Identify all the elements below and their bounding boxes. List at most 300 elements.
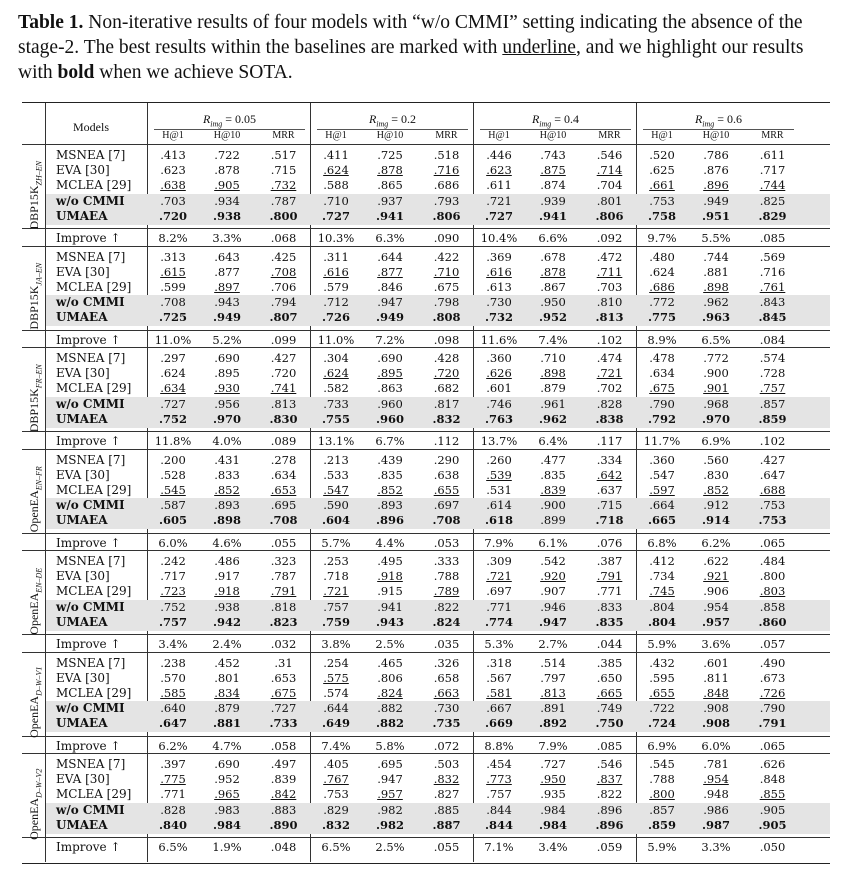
- table-cell: .637: [596, 482, 623, 497]
- table-cell: .715: [596, 498, 623, 513]
- table-cell: .857: [649, 802, 675, 817]
- table-cell: .744: [703, 249, 729, 264]
- dataset-label-main: OpenEA: [27, 592, 41, 635]
- model-name: UMAEA: [56, 614, 108, 629]
- table-cell: .943: [214, 295, 240, 310]
- table-cell: .614: [486, 498, 512, 513]
- table-cell: .690: [214, 757, 240, 771]
- table-cell: .546: [596, 757, 623, 771]
- table-cell: .890: [269, 817, 298, 832]
- table-cell: .503: [433, 757, 460, 771]
- table-cell: .947: [538, 614, 567, 629]
- table-cell: .590: [323, 498, 349, 513]
- ratio-subscript: img: [702, 119, 715, 129]
- table-cell: .405: [323, 757, 349, 771]
- model-name: MCLEA [29]: [56, 279, 132, 294]
- table-cell: .941: [538, 208, 567, 223]
- table-cell: .213: [323, 452, 349, 467]
- table-cell: .334: [596, 452, 623, 467]
- improve-cell: 3.3%: [212, 231, 242, 245]
- improve-rule: [22, 330, 830, 331]
- improve-cell: 11.8%: [154, 434, 192, 448]
- table-cell: .690: [214, 351, 240, 365]
- table-cell: .722: [214, 148, 240, 162]
- improve-cell: .072: [433, 738, 460, 753]
- table-cell: .790: [759, 701, 786, 716]
- model-name: MSNEA [7]: [56, 655, 126, 670]
- table-cell: .727: [484, 208, 513, 223]
- model-name: MSNEA [7]: [56, 554, 126, 568]
- table-cell: .618: [484, 513, 513, 528]
- caption-underline-word: underline: [502, 37, 576, 58]
- improve-cell: .112: [433, 434, 460, 448]
- table-cell: .613: [486, 279, 512, 294]
- table-cell: .908: [703, 701, 729, 716]
- table-cell: .893: [214, 498, 240, 513]
- table-cell: .791: [758, 716, 787, 731]
- improve-cell: 6.3%: [375, 231, 405, 245]
- table-cell: .825: [759, 193, 786, 208]
- table-cell: .253: [323, 554, 349, 568]
- table-cell: .949: [703, 193, 729, 208]
- table-cell: .411: [323, 148, 349, 162]
- table-cell: .678: [540, 249, 566, 264]
- table-cell: .829: [758, 208, 787, 223]
- table-cell: .934: [214, 193, 240, 208]
- table-cell: .732: [270, 178, 297, 193]
- table-cell: .845: [758, 310, 787, 325]
- table-cell: .951: [701, 208, 730, 223]
- table-cell: .807: [269, 310, 298, 325]
- improve-cell: .090: [433, 231, 460, 245]
- table-cell: .801: [214, 670, 240, 685]
- table-cell: .905: [758, 817, 787, 832]
- metric-header: H@10: [539, 130, 567, 141]
- table-cell: .732: [484, 310, 513, 325]
- table-cell: .786: [703, 148, 729, 162]
- improve-cell: 7.2%: [375, 332, 405, 347]
- table-cell: .653: [270, 482, 297, 497]
- model-name: w/o CMMI: [56, 193, 125, 208]
- metric-header: H@10: [376, 130, 404, 141]
- table-cell: .968: [703, 396, 729, 411]
- improve-cell: 7.9%: [538, 738, 568, 753]
- improve-cell: 6.5%: [321, 840, 351, 854]
- table-cell: .878: [377, 163, 403, 178]
- table-cell: .624: [323, 163, 349, 178]
- ratio-group-header: [474, 112, 637, 128]
- table-cell: .675: [433, 279, 460, 294]
- table-cell: .725: [158, 310, 187, 325]
- table-cell: .452: [214, 655, 240, 670]
- table-cell: .514: [540, 655, 566, 670]
- model-name: MCLEA [29]: [56, 685, 132, 700]
- table-cell: .484: [759, 554, 786, 568]
- improve-cell: .065: [759, 535, 786, 550]
- table-cell: .728: [759, 366, 786, 381]
- table-cell: .835: [377, 467, 403, 482]
- table-cell: .675: [270, 685, 297, 700]
- table-cell: .702: [596, 381, 623, 396]
- table-cell: .830: [269, 411, 298, 426]
- improve-cell: 3.4%: [538, 840, 568, 854]
- table-cell: .970: [701, 411, 730, 426]
- table-cell: .917: [214, 569, 240, 584]
- table-cell: .711: [596, 264, 623, 279]
- improve-cell: 5.7%: [321, 535, 351, 550]
- table-cell: .771: [486, 599, 512, 614]
- table-cell: .477: [540, 452, 566, 467]
- table-cell: .682: [433, 381, 460, 396]
- improve-cell: .032: [270, 637, 297, 651]
- model-name: EVA [30]: [56, 264, 110, 279]
- model-name: MSNEA [7]: [56, 757, 126, 771]
- table-cell: .750: [595, 716, 624, 731]
- table-cell: .604: [321, 513, 350, 528]
- table-cell: .878: [540, 264, 566, 279]
- table-cell: .480: [649, 249, 675, 264]
- table-cell: .624: [160, 366, 186, 381]
- table-cell: .755: [321, 411, 350, 426]
- table-cell: .867: [540, 279, 566, 294]
- table-cell: .634: [270, 467, 297, 482]
- table-cell: .708: [270, 264, 297, 279]
- dataset-label-sub: EN–DE: [34, 567, 44, 593]
- table-cell: .745: [649, 584, 675, 599]
- table-cell: .899: [540, 513, 566, 528]
- metric-header: MRR: [435, 130, 458, 141]
- table-cell: .743: [540, 148, 566, 162]
- improve-cell: 8.9%: [647, 332, 677, 347]
- table-cell: .697: [486, 584, 512, 599]
- improve-cell: 6.0%: [701, 738, 731, 753]
- table-cell: .882: [375, 716, 404, 731]
- improve-cell: 11.7%: [643, 434, 681, 448]
- table-cell: .588: [323, 178, 349, 193]
- table-caption: [18, 10, 833, 85]
- model-name: EVA [30]: [56, 366, 110, 381]
- table-cell: .472: [596, 249, 623, 264]
- table-cell: .804: [649, 599, 675, 614]
- table-cell: .949: [375, 310, 404, 325]
- dataset-label-main: OpenEA: [27, 695, 41, 738]
- table-cell: .896: [375, 513, 404, 528]
- table-cell: .828: [596, 396, 623, 411]
- table-cell: .835: [540, 467, 566, 482]
- table-cell: .806: [377, 670, 403, 685]
- table-cell: .957: [701, 614, 730, 629]
- table-cell: .546: [596, 148, 623, 162]
- table-cell: .987: [701, 817, 730, 832]
- table-cell: .843: [759, 295, 786, 310]
- table-cell: .595: [649, 670, 675, 685]
- table-cell: .733: [323, 396, 349, 411]
- table-cell: .757: [486, 787, 512, 802]
- table-cell: .833: [596, 599, 623, 614]
- improve-cell: .084: [759, 332, 786, 347]
- table-cell: .721: [486, 569, 512, 584]
- table-cell: .675: [649, 381, 675, 396]
- table-cell: .686: [433, 178, 460, 193]
- improve-cell: 7.4%: [321, 738, 351, 753]
- table-cell: .876: [703, 163, 729, 178]
- model-name: UMAEA: [56, 716, 108, 731]
- improve-cell: 4.4%: [375, 535, 405, 550]
- table-cell: .517: [270, 148, 297, 162]
- table-cell: .813: [540, 685, 566, 700]
- table-cell: .741: [270, 381, 297, 396]
- table-cell: .806: [432, 208, 461, 223]
- table-cell: .311: [323, 249, 349, 264]
- table-cell: .893: [377, 498, 403, 513]
- table-cell: .703: [596, 279, 623, 294]
- table-cell: .757: [759, 381, 786, 396]
- ratio-value: = 0.4: [551, 112, 580, 126]
- table-cell: .313: [160, 249, 186, 264]
- section-rule: [22, 449, 830, 450]
- model-name: MCLEA [29]: [56, 178, 132, 193]
- table-cell: .808: [432, 310, 461, 325]
- model-name: w/o CMMI: [56, 295, 125, 310]
- model-name: MSNEA [7]: [56, 351, 126, 365]
- table-cell: .753: [758, 513, 787, 528]
- improve-cell: 10.4%: [480, 231, 518, 245]
- table-cell: .638: [433, 467, 460, 482]
- table-cell: .846: [377, 279, 403, 294]
- table-cell: .914: [701, 513, 730, 528]
- table-cell: .542: [540, 554, 566, 568]
- table-cell: .948: [703, 787, 729, 802]
- ratio-group-header: [637, 112, 800, 128]
- table-cell: .31: [274, 655, 293, 670]
- table-cell: .793: [433, 193, 460, 208]
- table-cell: .360: [486, 351, 512, 365]
- table-cell: .834: [214, 685, 240, 700]
- table-cell: .724: [647, 716, 676, 731]
- improve-cell: 5.5%: [701, 231, 731, 245]
- improve-cell: 5.9%: [647, 637, 677, 651]
- caption-text-3: when we achieve SOTA.: [94, 62, 293, 83]
- table-cell: .891: [540, 701, 566, 716]
- metric-header: H@1: [162, 130, 184, 141]
- table-cell: .616: [486, 264, 512, 279]
- table-cell: .752: [160, 599, 186, 614]
- table-cell: .800: [759, 569, 786, 584]
- table-cell: .865: [377, 178, 403, 193]
- table-cell: .721: [323, 584, 349, 599]
- model-name: w/o CMMI: [56, 396, 125, 411]
- table-cell: .575: [323, 670, 349, 685]
- section-rule: [22, 550, 830, 551]
- improve-cell: .085: [596, 738, 623, 753]
- model-name: UMAEA: [56, 208, 108, 223]
- table-cell: .898: [212, 513, 241, 528]
- table-cell: .781: [703, 757, 729, 771]
- table-cell: .772: [649, 295, 675, 310]
- table-cell: .905: [759, 802, 786, 817]
- table-cell: .797: [540, 670, 566, 685]
- table-cell: .817: [433, 396, 460, 411]
- table-cell: .432: [649, 655, 675, 670]
- table-cell: .647: [759, 467, 786, 482]
- section-rule: [22, 246, 830, 247]
- dataset-label-sub: JA–EN: [34, 262, 44, 286]
- table-cell: .832: [433, 772, 460, 787]
- table-cell: .397: [160, 757, 186, 771]
- improve-cell: .059: [596, 840, 623, 854]
- table-cell: .734: [649, 569, 675, 584]
- dataset-label-main: OpenEA: [27, 797, 41, 840]
- table-cell: .412: [649, 554, 675, 568]
- table-cell: .422: [433, 249, 460, 264]
- model-name: MCLEA [29]: [56, 482, 132, 497]
- improve-cell: 6.9%: [701, 434, 731, 448]
- metric-header: H@1: [651, 130, 673, 141]
- improve-cell: .065: [759, 738, 786, 753]
- table-cell: .788: [649, 772, 675, 787]
- improve-rule: [22, 228, 830, 229]
- table-cell: .787: [270, 569, 297, 584]
- table-cell: .579: [323, 279, 349, 294]
- improve-cell: .089: [270, 434, 297, 448]
- table-cell: .877: [214, 264, 240, 279]
- table-cell: .665: [647, 513, 676, 528]
- table-cell: .495: [377, 554, 403, 568]
- table-cell: .647: [158, 716, 187, 731]
- table-cell: .935: [540, 787, 566, 802]
- improve-cell: 6.2%: [701, 535, 731, 550]
- dataset-label: [27, 351, 43, 445]
- table-cell: .803: [759, 584, 786, 599]
- table-cell: .569: [759, 249, 786, 264]
- improve-cell: 8.8%: [484, 738, 514, 753]
- table-cell: .810: [596, 295, 623, 310]
- improve-cell: .055: [433, 840, 460, 854]
- table-cell: .634: [649, 366, 675, 381]
- table-cell: .710: [540, 351, 566, 365]
- table-cell: .717: [160, 569, 186, 584]
- table-cell: .912: [703, 498, 729, 513]
- table-cell: .704: [596, 178, 623, 193]
- table-cell: .901: [703, 381, 729, 396]
- improve-cell: .048: [270, 840, 297, 854]
- table-cell: .626: [759, 757, 786, 771]
- improve-cell: .058: [270, 738, 297, 753]
- table-cell: .852: [377, 482, 403, 497]
- table-cell: .787: [270, 193, 297, 208]
- table-cell: .961: [540, 396, 566, 411]
- dataset-label-sub: D–W–V2: [34, 768, 44, 798]
- table-cell: .454: [486, 757, 512, 771]
- improve-cell: 11.0%: [317, 332, 355, 347]
- table-cell: .730: [486, 295, 512, 310]
- table-cell: .333: [433, 554, 460, 568]
- dataset-label-main: DBP15K: [27, 184, 41, 229]
- model-name: UMAEA: [56, 411, 108, 426]
- table-cell: .811: [703, 670, 729, 685]
- table-cell: .939: [540, 193, 566, 208]
- table-cell: .761: [759, 279, 786, 294]
- ratio-subscript: img: [539, 119, 552, 129]
- dataset-label-sub: D–W–V1: [34, 666, 44, 696]
- table-cell: .727: [160, 396, 186, 411]
- table-cell: .960: [375, 411, 404, 426]
- improve-cell: .092: [596, 231, 623, 245]
- table-cell: .490: [759, 655, 786, 670]
- improve-cell: 6.4%: [538, 434, 568, 448]
- table-cell: .581: [486, 685, 512, 700]
- table-cell: .625: [649, 163, 675, 178]
- improve-label: Improve ↑: [56, 434, 121, 448]
- table-cell: .984: [540, 802, 566, 817]
- caption-label: Table 1.: [18, 12, 84, 33]
- improve-label: Improve ↑: [56, 535, 121, 550]
- table-cell: .775: [160, 772, 186, 787]
- table-cell: .878: [214, 163, 240, 178]
- improve-cell: 4.0%: [212, 434, 242, 448]
- table-cell: .848: [759, 772, 786, 787]
- table-cell: .597: [649, 482, 675, 497]
- table-cell: .938: [214, 599, 240, 614]
- table-cell: .465: [377, 655, 403, 670]
- table-cell: .200: [160, 452, 186, 467]
- improve-cell: .035: [433, 637, 460, 651]
- table-cell: .986: [703, 802, 729, 817]
- table-cell: .601: [486, 381, 512, 396]
- improve-cell: .076: [596, 535, 623, 550]
- table-cell: .664: [649, 498, 675, 513]
- improve-rule: [22, 431, 830, 432]
- table-cell: .431: [214, 452, 240, 467]
- table-cell: .963: [701, 310, 730, 325]
- table-cell: .413: [160, 148, 186, 162]
- table-cell: .858: [759, 599, 786, 614]
- table-cell: .895: [214, 366, 240, 381]
- improve-cell: .117: [596, 434, 623, 448]
- table-cell: .714: [596, 163, 623, 178]
- ratio-subscript: img: [210, 119, 223, 129]
- table-cell: .895: [377, 366, 403, 381]
- improve-cell: 3.6%: [701, 637, 731, 651]
- table-cell: .833: [214, 467, 240, 482]
- improve-cell: 13.1%: [317, 434, 355, 448]
- dataset-label: [27, 554, 43, 648]
- table-cell: .874: [540, 178, 566, 193]
- improve-cell: .102: [596, 332, 623, 347]
- table-cell: .497: [270, 757, 297, 771]
- table-cell: .385: [596, 655, 623, 670]
- table-cell: .800: [269, 208, 298, 223]
- improve-label: Improve ↑: [56, 738, 121, 753]
- table-cell: .824: [377, 685, 403, 700]
- table-cell: .840: [158, 817, 187, 832]
- improve-cell: 5.8%: [375, 738, 405, 753]
- table-cell: .716: [759, 264, 786, 279]
- table-cell: .907: [540, 584, 566, 599]
- dataset-label-sub: EN–FR: [34, 466, 44, 491]
- table-cell: .260: [486, 452, 512, 467]
- table-cell: .752: [158, 411, 187, 426]
- table-cell: .369: [486, 249, 512, 264]
- model-name: EVA [30]: [56, 569, 110, 584]
- table-cell: .706: [270, 279, 297, 294]
- model-name: UMAEA: [56, 513, 108, 528]
- section-rule: [22, 753, 830, 754]
- table-cell: .773: [486, 772, 512, 787]
- table-cell: .962: [703, 295, 729, 310]
- table-cell: .941: [375, 208, 404, 223]
- table-cell: .727: [540, 757, 566, 771]
